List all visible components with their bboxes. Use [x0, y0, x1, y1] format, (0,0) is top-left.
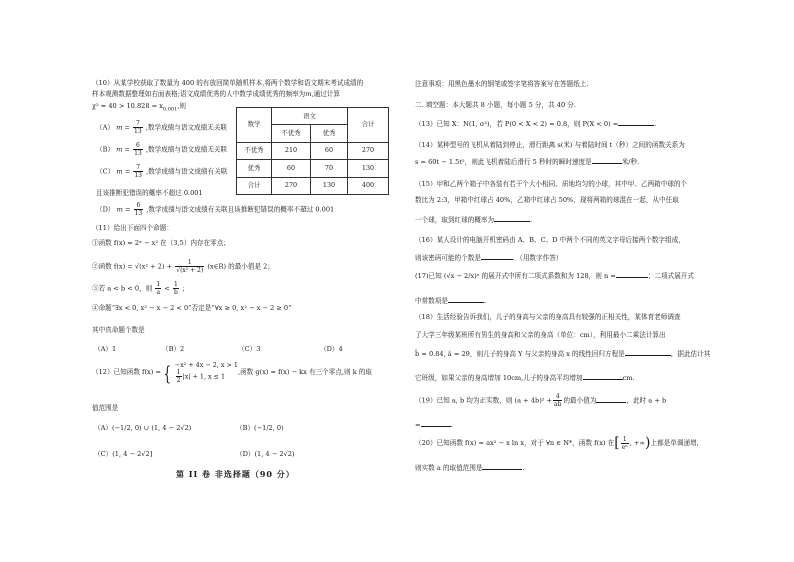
- q10-stem-line2: [92, 90, 340, 99]
- q12-stem: [92, 361, 372, 384]
- q12-case2: [175, 369, 238, 384]
- q12-case1: −x² + 4x − 2, x > 1: [174, 361, 238, 369]
- answer-blank[interactable]: [482, 462, 522, 470]
- q10-option-c-text: ,数学成绩与语文成绩有关联: [146, 167, 228, 176]
- q12-case2-frac: [176, 369, 182, 384]
- q12-option-d: （D）(1, 4 − 2√2): [236, 450, 295, 458]
- q11-option-b: （B）2: [162, 345, 185, 353]
- frac-den: 13: [134, 172, 142, 179]
- q20-text: （20）已知函数 f(x) = ax² − x ln x，对于 ∀n ∈ N*，函数 f(x) 在: [415, 439, 615, 447]
- frac-den: 2: [176, 377, 181, 384]
- q18-line1: （18）生活经验告诉我们，儿子的身高与父亲的身高具有较强的正相关性，某体育老师调查: [415, 313, 681, 321]
- frac-num: 1: [175, 259, 204, 267]
- q10-option-b-label: （B）: [96, 145, 115, 154]
- table-row: [237, 160, 389, 177]
- table-row: [237, 177, 389, 194]
- q10-stem2-text: 样本观测数据整理如右面表格;语文成绩优秀的人中数学成绩优秀的频率为: [92, 90, 306, 98]
- q10-option-d-pre: m =: [116, 205, 131, 214]
- frac-den: b: [173, 289, 178, 296]
- q13: （13）已知 X：N(1, σ²)，若 P(0 < X < 2) = 0.8，则 P(X < 0) = .: [415, 120, 657, 128]
- q17-mid: ；二项式展开式: [647, 272, 694, 280]
- q16-line1: （16）某人设计的电脑开机密码由 A、B、C、D 中两个不同的英文字母后接两个数字组成，: [415, 236, 685, 244]
- table-cell: 400: [348, 177, 389, 194]
- table-header-excellent: 优秀: [311, 125, 348, 142]
- table-header-math: 数学: [237, 108, 272, 143]
- frac-num: 6: [133, 142, 143, 150]
- q20-frac: [621, 436, 629, 451]
- frac-num: 1: [621, 436, 629, 444]
- q11-ask: 其中真命题个数是: [92, 326, 145, 334]
- q13-text: （13）已知 X：N(1, σ²)，若 P(0 < X < 2) = 0.8，则 P(X < 0) =: [415, 120, 619, 128]
- q10-chi-formula: χ² ≈ 40 > 10.828 = x: [92, 102, 163, 110]
- table-cell: 优秀: [237, 160, 272, 177]
- q15-line1: （15）甲和乙两个箱子中各装有若干个大小相同、质地均匀的小球，其中甲、乙两箱中球的个: [415, 180, 688, 188]
- q10-option-a-pre: m =: [116, 123, 130, 132]
- q10-option-b-frac: [133, 142, 143, 157]
- q11-p3-frac1: [155, 281, 161, 296]
- q19-eq: =: [415, 421, 421, 429]
- q18-end: ，据此估计其: [670, 350, 711, 358]
- q12-stem-end: 值范围是: [92, 404, 119, 412]
- q17-text2: 中常数项是: [415, 297, 448, 305]
- q18-line4: [415, 372, 635, 383]
- section-2-heading: 第 II 卷 非选择题（90 分）: [176, 469, 295, 479]
- q12-option-b: （B）(−1/2, 0): [236, 424, 284, 432]
- q10-option-c: [96, 164, 227, 179]
- q15-text: 一个球，取到红球的概率为: [415, 216, 495, 224]
- table-cell: 70: [311, 160, 348, 177]
- q20-text2: 则实数 a 的取值范围是: [415, 464, 483, 472]
- table-cell: 不优秀: [237, 142, 272, 159]
- q19-line2: = .: [415, 421, 453, 429]
- q10-stem-line1: （10）从某学校获取了数量为 400 的有放回简单随机样本,将两个数学和语文期末考试成绩的: [92, 79, 364, 87]
- answer-blank[interactable]: [448, 295, 484, 303]
- q18-line3: [415, 348, 710, 359]
- q18-unit: cm.: [622, 374, 635, 382]
- q20-interval-rest: , +∞: [629, 439, 646, 447]
- q11-p2-post: (x∈R) 的最小值是 2；: [207, 262, 274, 271]
- q14-line1: （14）某种型号的飞机从着陆到停止，滑行距离 s(米) 与着陆时间 t（秒）之间的函数关系为: [415, 141, 685, 149]
- q15-line2: 数比为 2:3，甲箱中红球占 40%，乙箱中红球占 50%，现将两箱的球混在一起，从中任取: [415, 196, 679, 204]
- q17-text: (17)已知 (√x − 2/x)ⁿ 的展开式中所有二项式系数和为 128，则 n =: [415, 272, 616, 280]
- answer-blank[interactable]: [583, 372, 623, 380]
- q10-option-b: [96, 142, 227, 157]
- answer-blank[interactable]: [494, 214, 530, 222]
- q10-contingency-table: [236, 107, 389, 195]
- q14-text: s = 60t − 1.5t²，则此飞机着陆后滑行 5 秒时的瞬时速度是: [415, 158, 592, 166]
- frac-den: 13: [134, 150, 142, 157]
- q11-p3-post: ；: [181, 284, 189, 293]
- table-cell: 270: [348, 142, 389, 159]
- table-cell: 130: [348, 160, 389, 177]
- q10-option-d-frac: [134, 202, 144, 217]
- answer-blank[interactable]: [618, 118, 654, 126]
- table-cell: 60: [311, 142, 348, 159]
- table-header-not-excellent: 不优秀: [272, 125, 311, 142]
- q12-stem-pre: （12）已知函数 f(x) =: [92, 368, 161, 376]
- answer-blank[interactable]: [421, 419, 451, 427]
- q10-option-b-pre: m =: [116, 145, 131, 154]
- q10-var-m: m: [305, 90, 312, 98]
- q10-option-c-label: （C）: [96, 167, 115, 176]
- q10-chi-sub: 0.001: [162, 106, 178, 113]
- table-cell: 130: [311, 177, 348, 194]
- q11-option-d: （D）4: [320, 345, 343, 353]
- answer-blank[interactable]: [592, 156, 622, 164]
- q18-text: b̂ = 0.84, â = 29，则儿子的身高 Y 与父亲的身高 x 的线性回归方程是: [415, 350, 625, 358]
- q11-proposition-1: ①函数 f(x) = 2ˣ − x² 在（3,5）内存在零点；: [92, 239, 230, 247]
- q11-proposition-3: [92, 281, 189, 296]
- frac-den: 13: [134, 128, 142, 135]
- table-header-chinese: 语文: [272, 108, 348, 125]
- q17-line1: [415, 270, 694, 281]
- q19-text: （19）已知 a, b 均为正实数，则 (a + 4b)² +: [415, 396, 553, 405]
- q11-option-c: （C）3: [238, 345, 261, 353]
- q12-case2-rest: |x| + 1, x ≤ 1: [182, 372, 226, 381]
- q10-stem2-end: ,通过计算: [311, 90, 340, 98]
- q11-p2-frac: [175, 259, 204, 274]
- q11-p2-pre: ②函数 f(x) = √(x² + 2) +: [92, 262, 173, 271]
- table-row: [237, 142, 389, 159]
- q12-option-a: （A）(−1/2, 0) ∪ (1, 4 − 2√2): [94, 424, 192, 432]
- q20-line1: [415, 436, 699, 451]
- q11-option-a: （A）1: [94, 345, 117, 353]
- frac-den: ab: [554, 401, 562, 408]
- q10-note: 且该推断犯错误的概率不超过 0.001: [96, 189, 203, 197]
- q10-option-d-text: ,数学成绩与语文成绩有关联且该推断犯错误的概率不超过 0.001: [146, 205, 335, 214]
- q20-post: 上都是单调递增,: [650, 439, 699, 447]
- frac-den: a: [156, 289, 161, 296]
- q10-option-b-text: ,数学成绩与语文成绩无关联: [145, 145, 228, 154]
- table-cell: 60: [272, 160, 311, 177]
- q10-option-a-frac: [133, 120, 143, 135]
- table-header-total: 合计: [348, 108, 389, 143]
- q18-line2: 了大学三年级某班所有男生的身高和父亲的身高（单位：cm），利用最小二乘法计算出: [415, 331, 666, 339]
- q10-option-c-pre: m =: [116, 167, 131, 176]
- q10-chi-end: ,则: [177, 102, 187, 110]
- q19-end: ，此时 a + b: [626, 396, 667, 405]
- notice: 注意事项：用黑色墨水的钢笔或签字笔将答案写在答题纸上.: [415, 80, 589, 88]
- q11-p3-frac2: [173, 281, 179, 296]
- q14-unit: 米/秒.: [621, 158, 640, 166]
- bracket-icon: [: [614, 435, 620, 451]
- right-column: [402, 0, 794, 562]
- q10-option-a-text: ,数学成绩与语文成绩无关联: [145, 123, 228, 132]
- table-cell: 210: [272, 142, 311, 159]
- q11-proposition-2: [92, 259, 274, 274]
- answer-blank[interactable]: [596, 395, 626, 403]
- frac-num: 1: [173, 281, 178, 288]
- q12-piecewise: [175, 361, 238, 384]
- q11-proposition-4: ④命题“∃x < 0, x² − x − 2 < 0”否定是“∀x ≥ 0, x² − x − 2 ≥ 0”: [92, 304, 292, 312]
- q16-line2: [415, 252, 562, 263]
- frac-num: 1: [156, 281, 161, 288]
- frac-num: 7: [133, 120, 143, 128]
- q20-line2: 则实数 a 的取值范围是 .: [415, 464, 525, 472]
- q11-p3-lt: <: [164, 284, 170, 293]
- q10-option-c-frac: [133, 164, 143, 179]
- frac-num: 1: [176, 369, 181, 376]
- q15-line3: 一个球，取到红球的概率为 .: [415, 216, 533, 224]
- frac-den: eⁿ: [621, 444, 628, 451]
- q11-p3-pre: ③若 a < b < 0，则: [92, 284, 153, 293]
- paren-icon: ): [645, 435, 651, 451]
- q16-end: ．（用数字作答）: [512, 254, 563, 262]
- q19-frac: [553, 393, 562, 408]
- frac-den: √(x² + 2): [176, 267, 204, 274]
- table-cell: 合计: [237, 177, 272, 194]
- q11-stem: （11）给出下面四个命题：: [92, 224, 173, 232]
- q10-stem-line3: [92, 102, 186, 114]
- part2-heading: 二. 填空题：本大题共 8 小题，每小题 5 分，共 40 分.: [415, 101, 576, 109]
- frac-num: 6: [134, 202, 144, 210]
- q10-option-a-label: （A）: [96, 123, 114, 132]
- q16-text: 则该密码可能的个数是: [415, 254, 481, 262]
- q10-option-d: [96, 202, 334, 217]
- q12-stem-post: ,函数 g(x) = f(x) − kx 有三个零点,则 k 的取: [237, 368, 373, 376]
- q18-text4: 它班级，如果父亲的身高增加 10cm,儿子的身高平均增加: [415, 374, 583, 382]
- q14-line2: [415, 156, 639, 167]
- answer-blank[interactable]: [625, 348, 671, 356]
- q19-line1: [415, 393, 666, 408]
- q12-option-c: （C）(1, 4 − 2√2]: [94, 450, 153, 458]
- q10-option-d-label: （D）: [96, 205, 115, 214]
- frac-den: 13: [134, 210, 143, 217]
- answer-blank[interactable]: [616, 270, 648, 278]
- frac-num: 7: [133, 164, 143, 172]
- brace-icon: {: [163, 360, 172, 385]
- q10-option-a: [96, 120, 227, 135]
- frac-num: 4: [553, 393, 562, 401]
- table-cell: 270: [272, 177, 311, 194]
- q17-line2: 中常数项是 .: [415, 297, 487, 305]
- q19-mid: 的最小值为: [563, 396, 597, 405]
- answer-blank[interactable]: [481, 252, 513, 260]
